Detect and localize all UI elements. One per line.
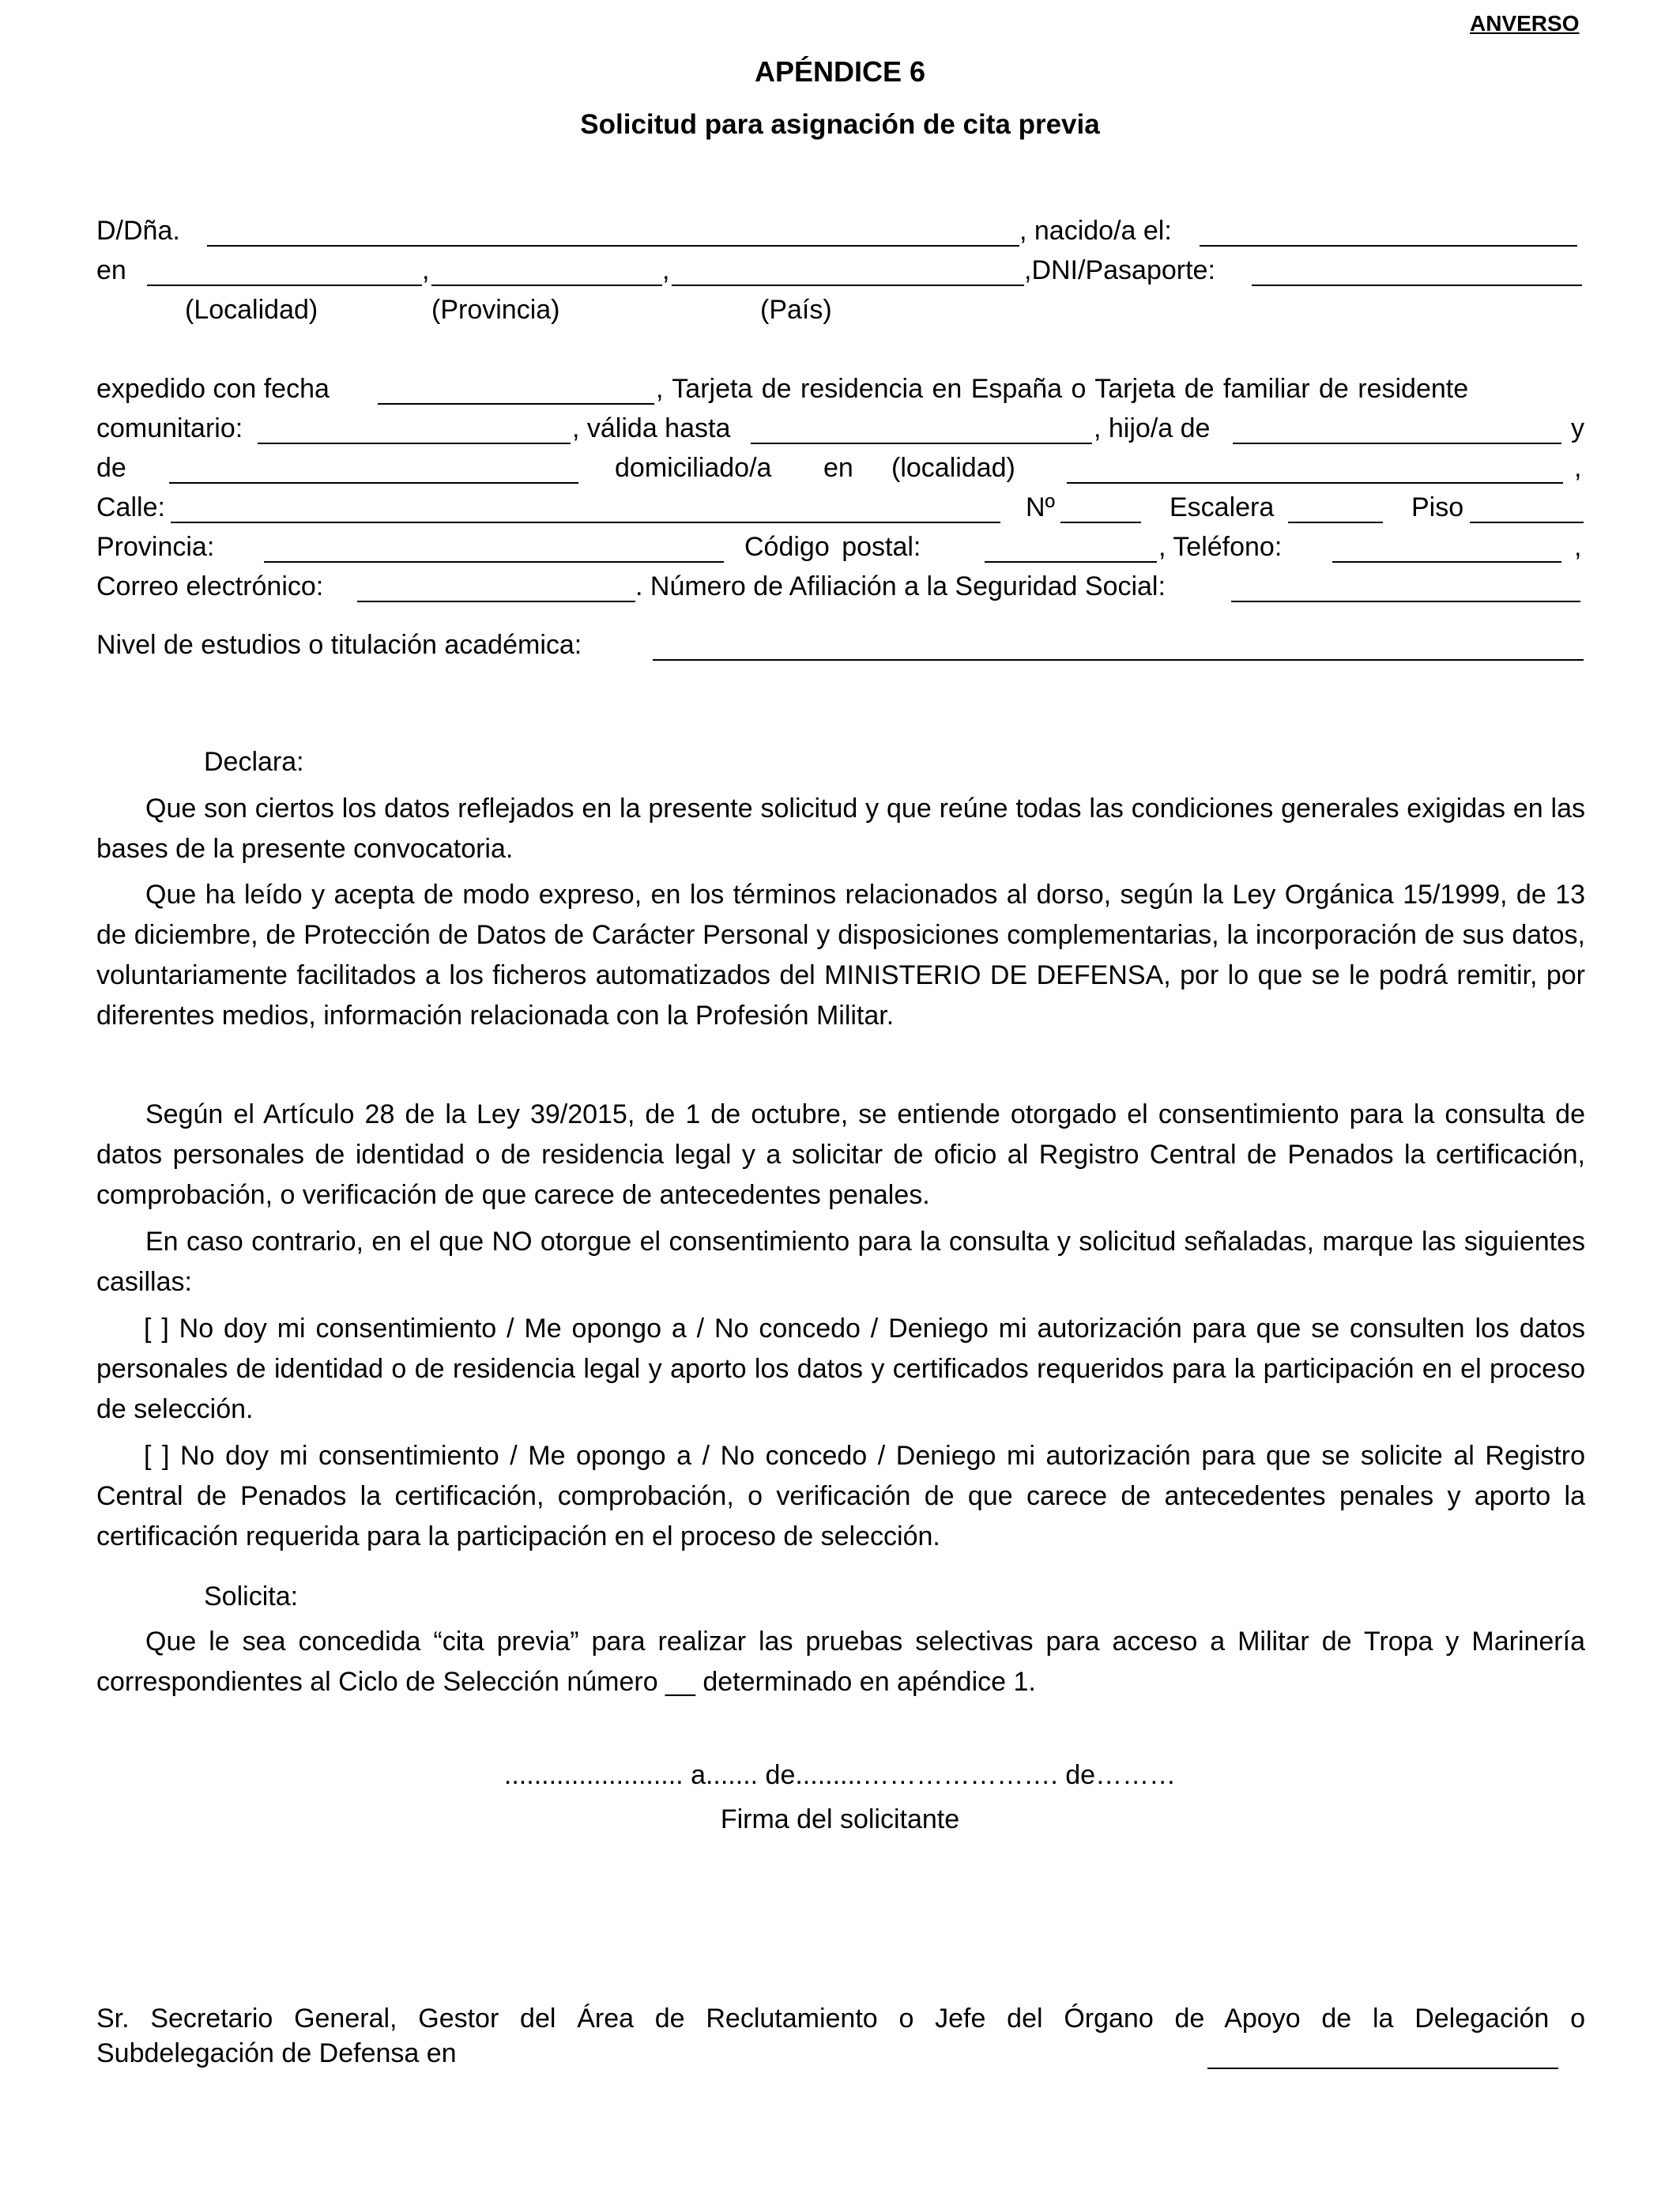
label-provincia: Provincia: [96,532,215,562]
field-madre[interactable] [169,482,578,484]
field-numero[interactable] [1060,522,1141,523]
field-provincia-nacimiento[interactable] [431,285,662,286]
label-expedido: expedido con fecha [96,374,330,404]
label-codigo-postal: Código postal: [744,532,921,562]
field-dni[interactable] [1252,285,1582,286]
signature-label: Firma del solicitante [720,1804,960,1834]
field-fecha-nacimiento[interactable] [1200,245,1577,247]
hint-provincia: (Provincia) [431,295,560,325]
field-valida-hasta[interactable] [751,443,1092,444]
field-calle[interactable] [171,522,1000,523]
label-d-dna: D/Dña. [96,216,180,246]
date-line[interactable]: ........................ a....... de.........…………………. de……… [503,1760,1177,1790]
label-dni: ,DNI/Pasaporte: [1024,255,1215,285]
addressee-line-2: Subdelegación de Defensa en [96,2038,457,2068]
paragraph-caso-contrario: En caso contrario, en el que NO otorgue el consentimiento para la consulta y solicitud señaladas, marque las siguientes casillas: [96,1227,1585,1297]
checkbox-antecedentes[interactable]: [ ] No doy mi consentimiento / Me opongo a / No concedo / Deniego mi autorización para que se solicite al Registro Central de Penados la certificación, comprobación, o verificación de que carece de antecedentes penales y aporto la certificación requerida para la participación en el proceso de selección. [96,1441,1585,1551]
label-piso: Piso [1411,492,1464,522]
label-en-2: en [823,453,853,483]
comma: , [1574,532,1582,562]
field-provincia[interactable] [264,561,724,563]
label-tarjeta: , Tarjeta de residencia en España o Tarjeta de familiar de residente [656,374,1469,404]
anverso-label: ANVERSO [1470,11,1580,36]
field-piso[interactable] [1470,522,1584,523]
label-de: de [96,453,126,483]
solicita-heading: Solicita: [204,1581,299,1612]
label-numero: Nº [1026,492,1055,522]
comma: , [662,255,670,285]
hint-localidad: (Localidad) [185,295,318,325]
comma: , [1574,453,1582,483]
label-estudios: Nivel de estudios o titulación académica: [96,630,582,660]
label-comunitario: comunitario: [96,413,243,443]
field-telefono[interactable] [1332,561,1561,563]
field-localidad-domicilio[interactable] [1067,482,1563,484]
request-block [96,1622,1585,1702]
field-nombre[interactable] [207,245,1019,247]
label-escalera: Escalera [1170,492,1275,522]
field-tarjeta-numero[interactable] [258,443,571,444]
label-valida: , válida hasta [572,413,731,443]
hint-pais: (País) [760,295,832,325]
label-telefono: , Teléfono: [1158,532,1283,562]
label-localidad-2: (localidad) [891,453,1015,483]
checkbox-identidad[interactable]: [ ] No doy mi consentimiento / Me opongo a / No concedo / Deniego mi autorización para que se consulten los datos personales de identidad o de residencia legal y aporto los datos y certificados requeridos para la participación en el proceso de selección. [96,1314,1585,1424]
label-calle: Calle: [96,492,165,522]
field-localidad[interactable] [147,285,422,286]
label-nacido: , nacido/a el: [1019,216,1172,246]
paragraph-proteccion-datos: Que ha leído y acepta de modo expreso, en los términos relacionados al dorso, según la Ley Orgánica 15/1999, de 13 de diciembre, de Protección de Datos de Carácter Personal y disposiciones complementarias, la incorporación de sus datos, voluntariamente facilitados a los ficheros automatizados del MINISTERIO DE DEFENSA, por lo que se le podrá remitir, por diferentes medios, información relacionada con la Profesión Militar. [96,880,1585,1031]
field-correo[interactable] [357,601,635,602]
field-estudios[interactable] [653,659,1584,661]
field-codigo-postal[interactable] [985,561,1157,563]
field-afiliacion[interactable] [1231,601,1580,602]
label-correo: Correo electrónico: [96,571,324,601]
paragraph-datos: Que son ciertos los datos reflejados en la presente solicitud y que reúne todas las condiciones generales exigidas en las bases de la presente convocatoria. [96,794,1585,864]
form-title: Solicitud para asignación de cita previa [580,109,1100,140]
field-fecha-expedicion[interactable] [378,403,654,405]
paragraph-articulo-28: Según el Artículo 28 de la Ley 39/2015, de 1 de octubre, se entiende otorgado el consentimiento para la consulta de datos personales de identidad o de residencia legal y a solicitar de oficio al Registro Central de Penados la certificación, comprobación, o verificación de que carece de antecedentes penales. [96,1099,1585,1210]
appendix-title: APÉNDICE 6 [754,55,926,88]
label-hijo: , hijo/a de [1094,413,1211,443]
label-en: en [96,255,126,285]
addressee-line: Sr. Secretario General, Gestor del Área de Reclutamiento o Jefe del Órgano de Apoyo de la Delegación o [96,2004,1585,2034]
field-delegacion[interactable] [1207,2068,1558,2069]
declaration-block [96,789,1585,1036]
consent-block [96,1095,1585,1557]
label-afiliacion: . Número de Afiliación a la Seguridad Social: [635,571,1166,601]
field-padre[interactable] [1233,443,1561,444]
label-domiciliado: domiciliado/a [615,453,772,483]
comma: , [422,255,430,285]
field-escalera[interactable] [1288,522,1383,523]
field-pais[interactable] [672,285,1024,286]
declara-heading: Declara: [204,747,304,777]
paragraph-cita-previa: Que le sea concedida “cita previa” para realizar las pruebas selectivas para acceso a Militar de Tropa y Marinería correspondientes al Ciclo de Selección número __ determinado en apéndice 1. [96,1627,1585,1697]
label-y: y [1571,413,1584,443]
